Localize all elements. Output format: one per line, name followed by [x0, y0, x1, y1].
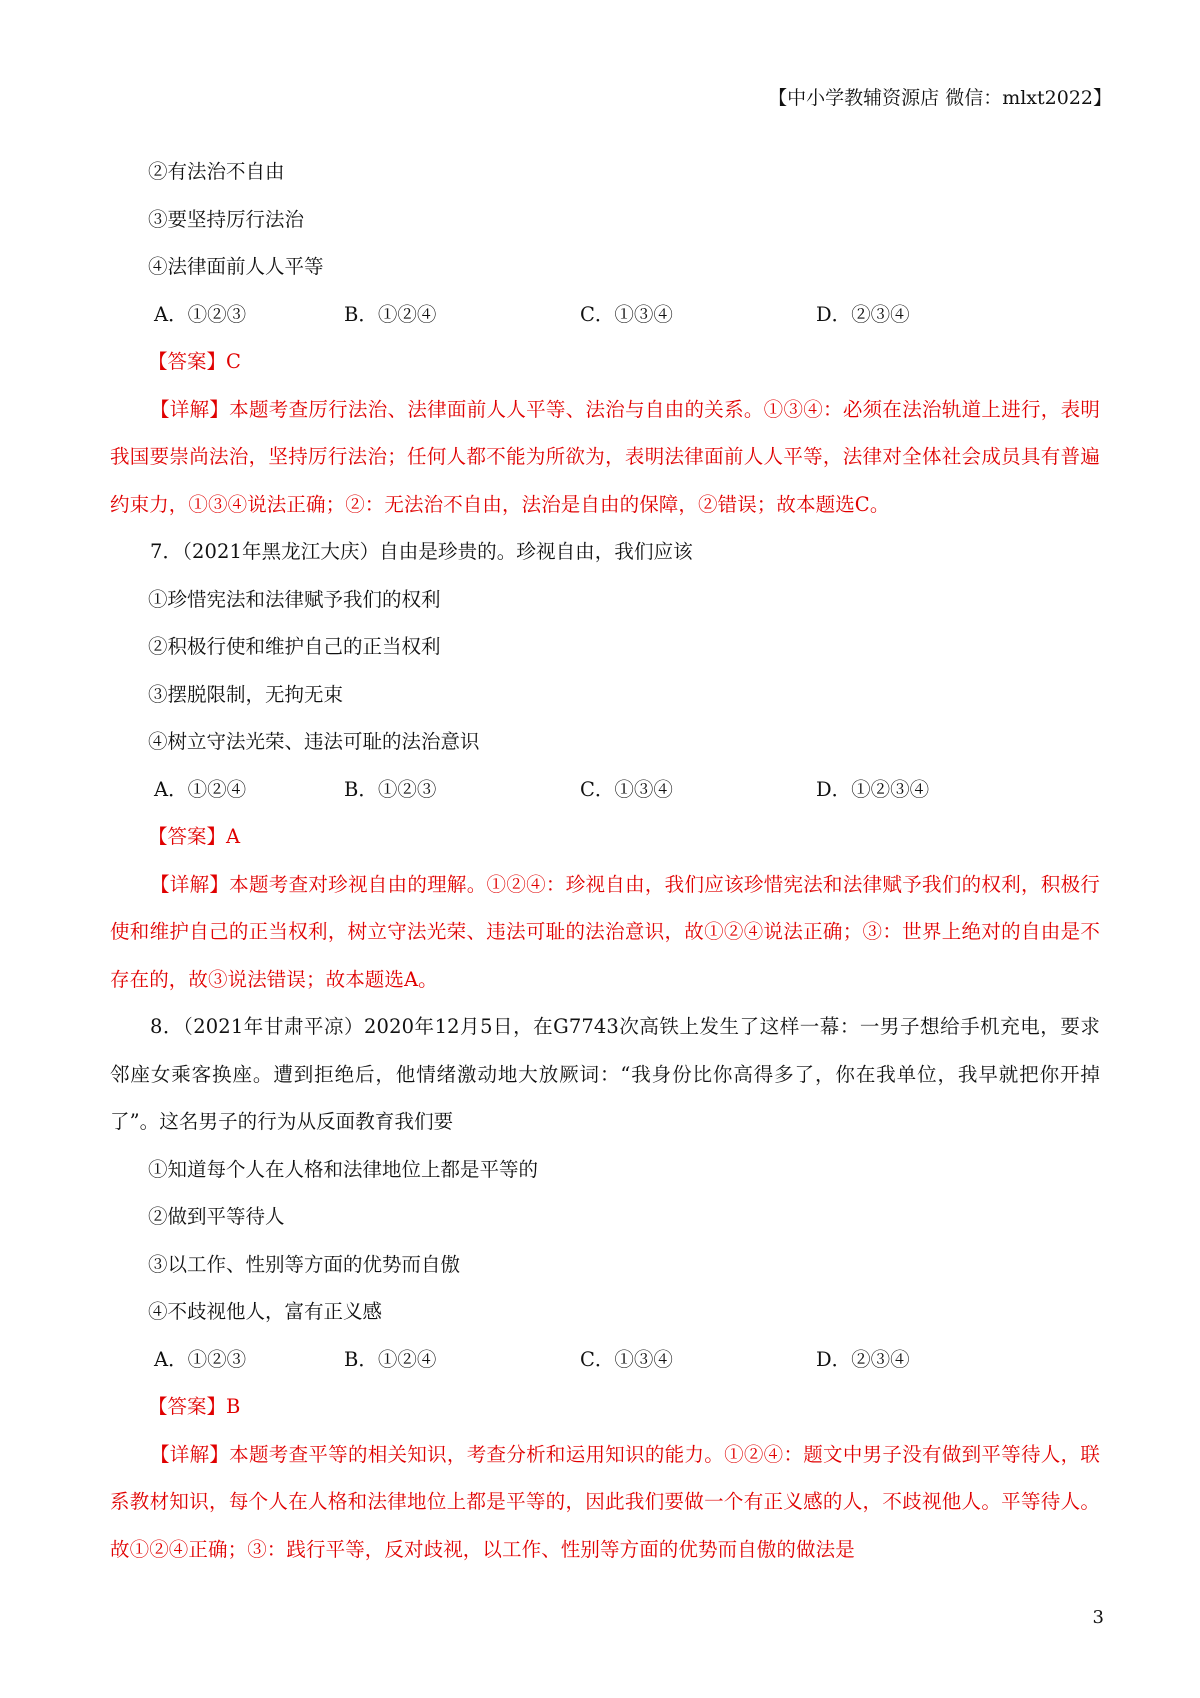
q7-choice-d: D．①②③④ — [816, 777, 930, 801]
q8-choice-c: C．①③④ — [580, 1347, 673, 1371]
q7-option-3: ③摆脱限制，无拘无束 — [148, 682, 344, 706]
q7-option-1: ①珍惜宪法和法律赋予我们的权利 — [148, 587, 441, 611]
q6-option-2: ②有法治不自由 — [148, 160, 285, 183]
q8-choice-a: A．①②③ — [154, 1347, 247, 1371]
q6-answer: 【答案】C — [148, 350, 241, 373]
page-number: 3 — [1092, 1607, 1104, 1628]
q6-choice-b: B．①②④ — [344, 302, 437, 326]
q8-stem: 8．（2021年甘肃平凉）2020年12月5日，在G7743次高铁上发生了这样一幕：一男子想给手机充电，要求邻座女乘客换座。遭到拒绝后，他情绪激动地大放厥词：“我身份比你高得多了，你在我单位，我早就把你开掉了”。这名男子的行为从反面教育我们要 — [110, 1015, 1100, 1133]
q7-option-4: ④树立守法光荣、违法可耻的法治意识 — [148, 730, 480, 753]
q6-choice-c: C．①③④ — [580, 302, 673, 326]
q8-choices — [110, 1336, 1100, 1384]
q6-detail: 【详解】本题考查厉行法治、法律面前人人平等、法治与自由的关系。①③④：必须在法治轨道上进行，表明我国要崇尚法治，坚持厉行法治；任何人都不能为所欲为，表明法律面前人人平等，法律对全体社会成员具有普遍约束力，①③④说法正确；②：无法治不自由，法治是自由的保障，②错误；故本题选C。 — [110, 397, 1100, 516]
q6-choice-a: A．①②③ — [154, 302, 247, 326]
q8-option-4: ④不歧视他人，富有正义感 — [148, 1300, 383, 1323]
q8-detail: 【详解】本题考查平等的相关知识，考查分析和运用知识的能力。①②④：题文中男子没有做到平等待人，联系教材知识，每个人在人格和法律地位上都是平等的，因此我们要做一个有正义感的人，不歧视他人。平等待人。故①②④正确；③：践行平等，反对歧视，以工作、性别等方面的优势而自傲的做法是 — [110, 1442, 1100, 1561]
page-content — [110, 148, 1100, 1573]
q7-answer: 【答案】A — [148, 825, 241, 848]
q6-choice-d: D．②③④ — [816, 302, 910, 326]
q7-choice-a: A．①②④ — [154, 777, 247, 801]
q6-choices — [110, 291, 1100, 339]
q8-choice-b: B．①②④ — [344, 1347, 437, 1371]
q7-stem: 7．（2021年黑龙江大庆）自由是珍贵的。珍视自由，我们应该 — [150, 540, 693, 563]
q8-choice-d: D．②③④ — [816, 1347, 910, 1371]
page-header: 【中小学教辅资源店 微信：mlxt2022】 — [768, 87, 1112, 109]
q8-option-3: ③以工作、性别等方面的优势而自傲 — [148, 1252, 461, 1276]
q7-detail: 【详解】本题考查对珍视自由的理解。①②④：珍视自由，我们应该珍惜宪法和法律赋予我们的权利，积极行使和维护自己的正当权利，树立守法光荣、违法可耻的法治意识，故①②④说法正确；③：世界上绝对的自由是不存在的，故③说法错误；故本题选A。 — [110, 872, 1100, 991]
q8-answer: 【答案】B — [148, 1395, 241, 1418]
q8-option-2: ②做到平等待人 — [148, 1205, 285, 1228]
q7-option-2: ②积极行使和维护自己的正当权利 — [148, 635, 441, 658]
q8-option-1: ①知道每个人在人格和法律地位上都是平等的 — [148, 1157, 539, 1181]
q7-choices — [110, 766, 1100, 814]
q6-option-4: ④法律面前人人平等 — [148, 255, 324, 278]
q7-choice-b: B．①②③ — [344, 777, 437, 801]
q6-option-3: ③要坚持厉行法治 — [148, 207, 305, 231]
q7-choice-c: C．①③④ — [580, 777, 673, 801]
